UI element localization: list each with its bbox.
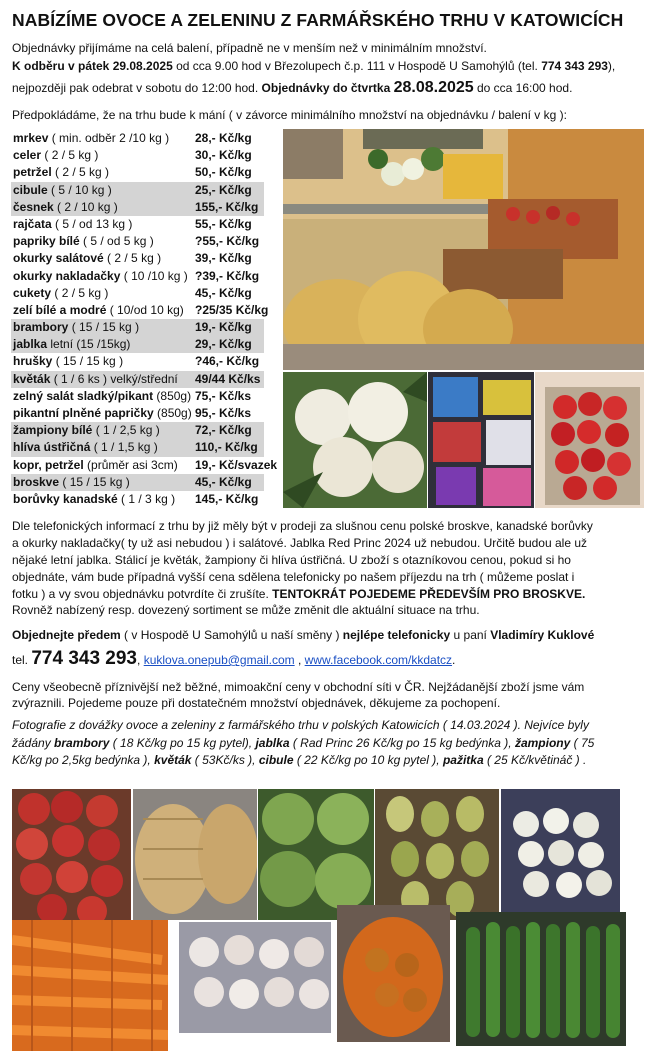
price-list bbox=[11, 130, 278, 508]
product-price: 50,- Kč/kg bbox=[195, 165, 252, 180]
product-min-qty: (850g) bbox=[153, 406, 192, 420]
info-line-3: nějaké letní jablka. Stálicí je květák, žampiony či hlíva ústřičná. U zboží s otazníkovou cenou, pokud si ho bbox=[12, 553, 571, 567]
product-min-qty: ( 10/od 10 kg) bbox=[106, 302, 184, 317]
product-row bbox=[11, 233, 264, 250]
product-name bbox=[13, 319, 139, 336]
contact-phone[interactable]: 774 343 293 bbox=[31, 648, 138, 669]
product-name bbox=[13, 439, 158, 456]
product-name bbox=[13, 457, 178, 474]
cauliflower-photo bbox=[283, 372, 427, 508]
email-link[interactable]: kuklova.onepub@gmail.com bbox=[143, 653, 295, 667]
intro-line-2 bbox=[12, 59, 615, 74]
product-title: žampiony bílé bbox=[13, 423, 93, 438]
product-name bbox=[13, 353, 123, 370]
saturday-note: nejpozději pak odebrat v sobotu do 12:00 hod. bbox=[12, 81, 262, 95]
product-row bbox=[11, 336, 264, 353]
product-min-qty: ( 2 / 5 kg ) bbox=[103, 251, 162, 266]
info-line-4: objednáte, vám bude případná vyšší cena sdělena telefonicky po našem příjezdu na trh ( můžeme poslat i bbox=[12, 570, 575, 584]
product-name bbox=[13, 491, 175, 508]
product-min-qty: ( 5 / 10 kg ) bbox=[47, 182, 112, 197]
product-title: petržel bbox=[13, 165, 52, 180]
product-price: 39,- Kč/kg bbox=[195, 251, 252, 266]
product-min-qty: ( 1 / 3 kg ) bbox=[117, 491, 176, 506]
product-title: pikantní plněné papričky bbox=[13, 406, 154, 420]
sweets-photo bbox=[428, 372, 534, 508]
info-line-6: Rovněž nabízený resp. dovezený sortiment se může změnit dle aktuální situace na trhu. bbox=[12, 603, 480, 617]
product-row bbox=[11, 302, 269, 319]
product-row bbox=[11, 182, 264, 199]
order-by-phone: nejlépe telefonicky bbox=[342, 628, 451, 642]
potatoes-photo bbox=[133, 789, 257, 920]
facebook-link[interactable]: www.facebook.com/kkdatcz bbox=[304, 653, 453, 667]
product-name bbox=[13, 233, 154, 250]
apples-photo bbox=[12, 789, 131, 920]
product-min-qty: letní (15 /15kg) bbox=[47, 337, 131, 352]
info-line-5 bbox=[12, 587, 585, 602]
product-name bbox=[13, 182, 112, 199]
page-title: NABÍZÍME OVOCE A ZELENINU Z FARMÁŘSKÉHO TRHU V KATOWICÍCH bbox=[12, 10, 624, 30]
pn-potatoes: brambory bbox=[54, 736, 110, 750]
product-title: zelný salát sladký/pikant bbox=[13, 388, 154, 403]
order-deadline-date: 28.08.2025 bbox=[393, 79, 474, 96]
product-min-qty: ( min. odběr 2 /10 kg ) bbox=[48, 131, 170, 145]
pn-chives: pažitka bbox=[442, 753, 484, 767]
product-row bbox=[11, 457, 278, 474]
product-title: celer bbox=[13, 148, 42, 163]
product-row bbox=[11, 147, 264, 164]
intro-line-3 bbox=[12, 80, 572, 96]
order-contact-prefix: u paní bbox=[450, 628, 491, 642]
photo-note-1: Fotografie z dovážky ovoce a zeleniny z farmářského trhu v polských Katowicích ( 14.03.2024 ). Nejvíce byly bbox=[12, 718, 589, 732]
product-row bbox=[11, 285, 264, 302]
product-price: 29,- Kč/kg bbox=[195, 337, 252, 352]
contact-person: Vladimíry Kuklové bbox=[490, 628, 595, 642]
peaches-highlight: TENTOKRÁT POJEDEME PŘEDEVŠÍM PRO BROSKVE. bbox=[272, 587, 586, 601]
product-title: brambory bbox=[13, 320, 69, 335]
contact-line bbox=[12, 648, 455, 671]
carrots-photo bbox=[12, 920, 168, 1051]
tel-label: tel. bbox=[12, 653, 32, 667]
product-title: rajčata bbox=[13, 216, 52, 231]
product-row bbox=[11, 439, 264, 456]
product-min-qty: ( 1 / 1,5 kg ) bbox=[90, 440, 158, 455]
product-name bbox=[13, 268, 188, 285]
product-name bbox=[13, 405, 192, 422]
product-row bbox=[11, 422, 264, 439]
product-title: okurky nakladačky bbox=[13, 268, 121, 283]
product-title: česnek bbox=[13, 199, 54, 214]
product-min-qty: (850g) bbox=[153, 388, 192, 403]
product-price: 28,- Kč/kg bbox=[195, 131, 252, 145]
product-min-qty: ( 2 / 10 kg ) bbox=[53, 199, 118, 214]
product-min-qty: ( 2 / 5 kg ) bbox=[41, 148, 99, 163]
pears-photo bbox=[375, 789, 499, 920]
product-name bbox=[13, 147, 98, 164]
info-confirm: fotku ) a vy svou objednávku potvrdíte či zrušíte. bbox=[12, 587, 273, 601]
order-deadline-time: do cca 16:00 hod. bbox=[473, 81, 573, 95]
pn-mushrooms: žampiony bbox=[514, 736, 571, 750]
product-min-qty: ( 5 / od 13 kg ) bbox=[51, 216, 133, 231]
product-min-qty: ( 5 / od 5 kg ) bbox=[79, 234, 154, 249]
sep-1: , bbox=[137, 653, 144, 667]
product-name bbox=[13, 371, 178, 388]
sep-3: . bbox=[452, 653, 456, 667]
pub-phone: 774 343 293 bbox=[541, 59, 608, 73]
garlic-photo bbox=[179, 922, 331, 1033]
market-photo bbox=[283, 129, 644, 370]
product-row bbox=[11, 319, 264, 336]
lettuce-photo bbox=[258, 789, 374, 920]
product-min-qty: (průměr asi 3cm) bbox=[83, 457, 178, 472]
product-price: 30,- Kč/kg bbox=[195, 148, 252, 163]
pn-cauliflower: květák bbox=[154, 753, 192, 767]
product-price: 72,- Kč/kg bbox=[195, 423, 252, 438]
product-row bbox=[11, 371, 264, 388]
product-title: zelí bílé a modré bbox=[13, 302, 107, 317]
pn-3g: ( 25 Kč/květináč ) . bbox=[483, 753, 587, 767]
product-row bbox=[11, 405, 264, 422]
product-price: 19,- Kč/svazek bbox=[195, 457, 278, 472]
product-row bbox=[11, 216, 264, 233]
photo-note-3 bbox=[12, 753, 586, 768]
product-title: cibule bbox=[13, 182, 48, 197]
product-price: ?46,- Kč/kg bbox=[195, 354, 260, 369]
product-title: jablka bbox=[13, 337, 48, 352]
pn-3a: Kč/kg po 2,5kg bedýnka ), bbox=[12, 753, 155, 767]
product-price: ?39,- Kč/kg bbox=[195, 268, 260, 283]
pn-e: ( Rad Princ 26 Kč/kg po 15 kg bedýnka ), bbox=[289, 736, 515, 750]
product-name bbox=[13, 285, 108, 302]
product-title: kopr, petržel bbox=[13, 457, 84, 472]
onions-photo bbox=[337, 905, 450, 1042]
product-price: 155,- Kč/kg bbox=[195, 199, 259, 214]
pn-onion: cibule bbox=[258, 753, 294, 767]
intro-line-1: Objednávky přijímáme na celá balení, případně ne v menším než v minimálním množství. bbox=[12, 41, 487, 55]
info-line-2: a okurky nakladačky( ty už asi nebudou ) i salátové. Jablka Red Princ 2024 už nebudou. Určitě budou ale už bbox=[12, 536, 588, 550]
product-name bbox=[13, 216, 132, 233]
product-title: hrušky bbox=[13, 354, 53, 369]
pn-3c: ( 53Kč/ks ), bbox=[191, 753, 259, 767]
product-price: 49/44 Kč/ks bbox=[195, 371, 261, 386]
product-row bbox=[11, 250, 264, 267]
pickup-place: od cca 9.00 hod v Březolupech č.p. 111 v Hospodě U Samohýlů (tel. bbox=[172, 59, 542, 73]
product-name bbox=[13, 199, 118, 216]
product-min-qty: ( 1 / 2,5 kg ) bbox=[92, 423, 160, 438]
order-ahead: Objednejte předem bbox=[12, 628, 121, 642]
pn-c: ( 18 Kč/kg po 15 kg pytel), bbox=[109, 736, 256, 750]
sep-2: , bbox=[294, 653, 305, 667]
pn-3e: ( 22 Kč/kg po 10 kg pytel ), bbox=[293, 753, 443, 767]
photo-note-2 bbox=[12, 736, 594, 751]
product-title: broskve bbox=[13, 474, 60, 489]
product-row bbox=[11, 130, 264, 147]
product-price: 55,- Kč/kg bbox=[195, 216, 252, 231]
product-name bbox=[13, 336, 130, 353]
product-min-qty: ( 1 / 6 ks ) velký/střední bbox=[50, 371, 178, 386]
product-price: ?55,- Kč/kg bbox=[195, 234, 260, 249]
cucumbers-photo bbox=[456, 912, 626, 1046]
product-row bbox=[11, 199, 264, 216]
product-price: 75,- Kč/ks bbox=[195, 388, 252, 403]
product-price: 45,- Kč/kg bbox=[195, 285, 252, 300]
product-title: květák bbox=[13, 371, 51, 386]
product-min-qty: ( 2 / 5 kg ) bbox=[51, 285, 109, 300]
intro-line-4: Předpokládáme, že na trhu bude k mání ( v závorce minimálního množství na objednávku / balení v kg ): bbox=[12, 108, 567, 122]
product-row bbox=[11, 388, 264, 405]
product-row bbox=[11, 353, 264, 370]
product-row bbox=[11, 491, 264, 508]
prices-note-1: Ceny všeobecně příznivější než běžné, mimoakční ceny v obchodní síti v ČR. Nejžádanější zboží jsme vám bbox=[12, 680, 585, 694]
product-min-qty: ( 15 / 15 kg ) bbox=[68, 320, 140, 335]
product-price: 19,- Kč/kg bbox=[195, 320, 252, 335]
product-row bbox=[11, 474, 264, 491]
product-row bbox=[11, 268, 264, 285]
product-name bbox=[13, 302, 184, 319]
product-title: papriky bílé bbox=[13, 234, 80, 249]
product-name bbox=[13, 474, 130, 491]
pn-g: ( 75 bbox=[570, 736, 595, 750]
product-price: ?25/35 Kč/kg bbox=[195, 302, 269, 317]
product-row bbox=[11, 164, 264, 181]
product-name bbox=[13, 250, 161, 267]
product-min-qty: ( 15 / 15 kg ) bbox=[59, 474, 130, 489]
info-line-1: Dle telefonických informací z trhu by již měly být v prodeji za slušnou cenu polské broskve, kanadské borůvky bbox=[12, 519, 593, 533]
pn-apples: jablka bbox=[255, 736, 290, 750]
order-where: ( v Hospodě U Samohýlů u naší směny ) bbox=[120, 628, 343, 642]
product-min-qty: ( 15 / 15 kg ) bbox=[52, 354, 124, 369]
product-price: 110,- Kč/kg bbox=[195, 440, 258, 455]
apples-photo bbox=[535, 372, 644, 508]
pickup-date: K odběru v pátek 29.08.2025 bbox=[12, 59, 173, 73]
product-price: 145,- Kč/kg bbox=[195, 491, 259, 506]
product-min-qty: ( 10 /10 kg ) bbox=[120, 268, 188, 283]
order-line bbox=[12, 628, 594, 643]
intro-paren: ), bbox=[607, 59, 616, 73]
product-name bbox=[13, 164, 109, 181]
product-name bbox=[13, 130, 169, 147]
product-title: okurky salátové bbox=[13, 251, 104, 266]
product-name bbox=[13, 388, 191, 405]
product-title: mrkev bbox=[13, 131, 49, 145]
product-name bbox=[13, 422, 160, 439]
mushrooms-photo bbox=[501, 789, 620, 920]
product-price: 25,- Kč/kg bbox=[195, 182, 252, 197]
product-price: 45,- Kč/kg bbox=[195, 474, 252, 489]
pn-a: žádány bbox=[12, 736, 55, 750]
product-price: 95,- Kč/ks bbox=[195, 406, 252, 420]
product-title: cukety bbox=[13, 285, 52, 300]
product-min-qty: ( 2 / 5 kg ) bbox=[51, 165, 110, 180]
product-title: borůvky kanadské bbox=[13, 491, 118, 506]
product-title: hlíva ústřičná bbox=[13, 440, 91, 455]
prices-note-2: zvýraznili. Pojedeme pouze při dostatečném množství objednávek, děkujeme za pochopení. bbox=[12, 696, 501, 710]
order-deadline-label: Objednávky do čtvrtka bbox=[261, 81, 394, 95]
